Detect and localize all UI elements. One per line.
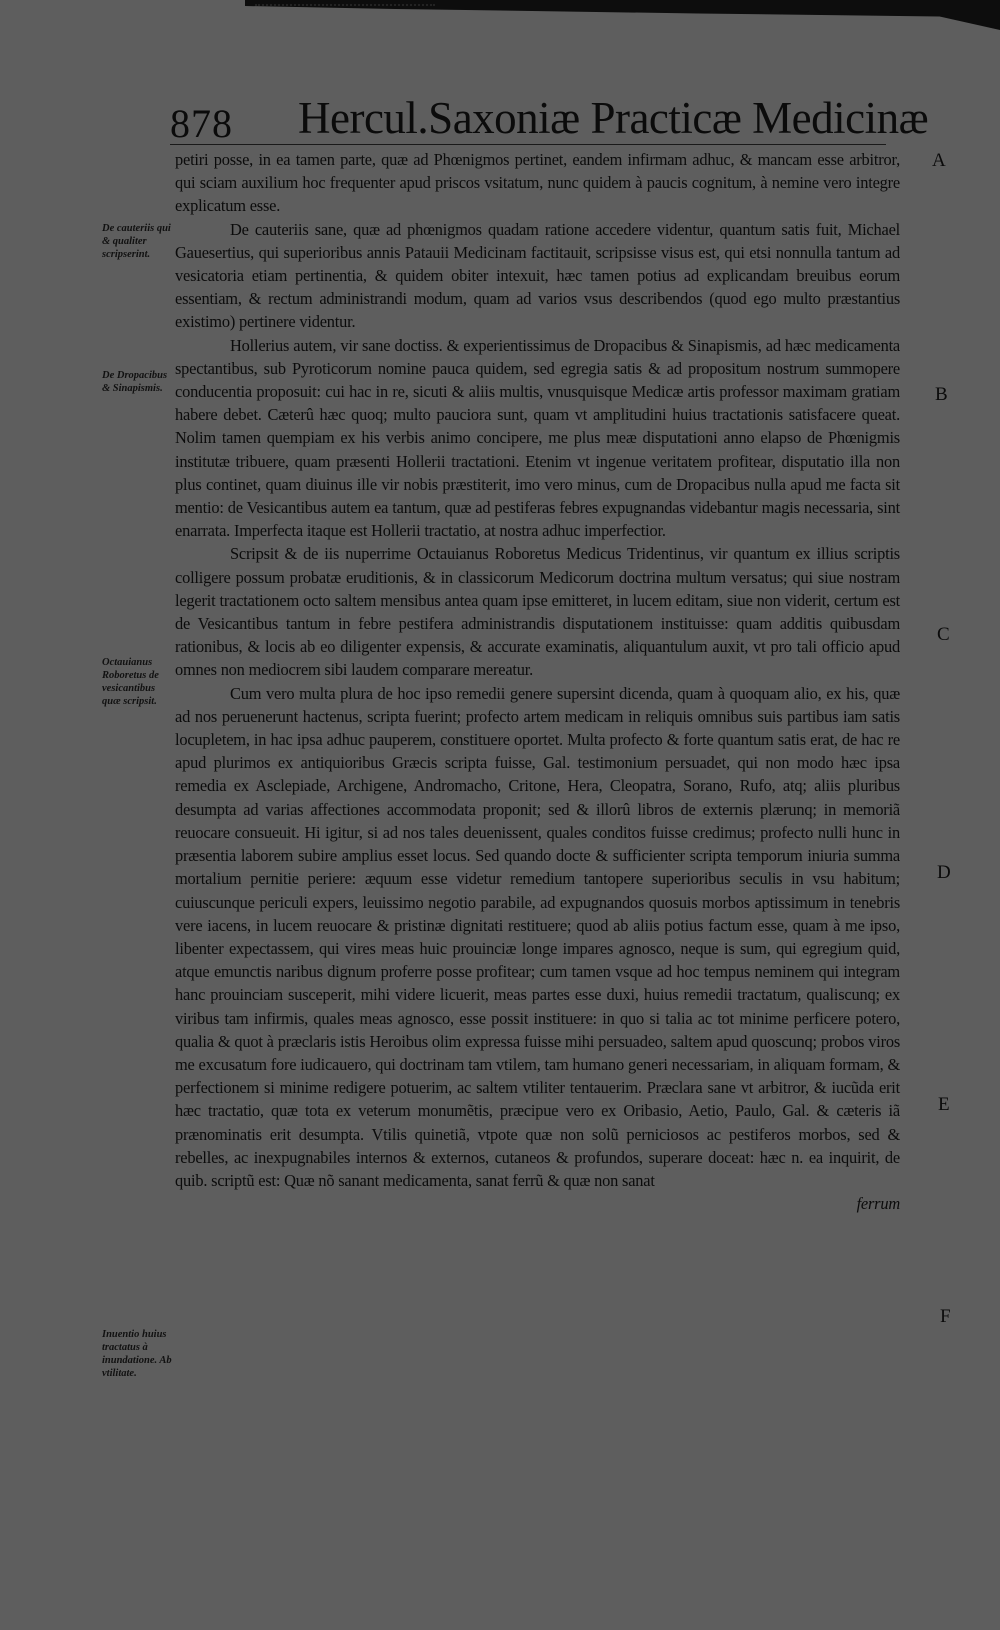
paragraph: Scripsit & de iis nuperrime Octauianus Roboretus Medicus Tridentinus, vir quantum ex illius scriptis colligere possum probatæ eruditionis, & in classicorum Medicorum doctrina multum versatus; qui siue nostram legerit tractationem octo saltem mensibus antea quam ipse emitteret, in lucem editam, siue non viderit, certum est de Vesicantibus tantum in febre pestifera administrandis disputationem instituisse: quam additis quibusdam rationibus, & locis ab eo diligenter expensis, & accurate examinatis, aliquantulum auxit, vt pro tali officio apud omnes non mediocrem sibi laudem comparare mereatur. xyxy=(175,544,900,680)
paragraph: Cum vero multa plura de hoc ipso remedii genere supersint dicenda, quam à quoquam alio, ex his, quæ ad nos peruenerunt hactenus, scripta fuerint; profecto artem medicam in reliquis omnibus suis partibus iam satis locupletem, in hac ipsa adhuc pauperem, constituere oportet. Multa profecto & forte quantum satis erat, de hac re apud plurimos ex antiquioribus Græcis scripta fuisse, Gal. testimonium persuadet, qui non modo hæc ipsa remedia ex Asclepiade, Archigene, Andromacho, Critone, Hera, Cleopatra, Sorano, Rufo, atq; aliis pluribus desumpta ad varias affectiones accommodata proponit; sed & illorû libros de externis plærunq; in memoriã reuocare consueuit. Hi igitur, si ad nos tales deuenissent, quales conditos fuisse credimus; profecto nulli hunc in præsentia laborem subire amplius esset locus. Sed quando docte & sufficienter scripta temporum iniuria summa mortalium pernitie periere: æquum esse videtur remedium tantopere superioribus seculis in vsu habitum; cuiuscunque periculi expers, leuissimo negotio parabile, ad expugnandos quosuis morbos aptissimum in tenebris vere iacens, in lucem reuocare & pristinæ dignitati restituere; quod ab aliis potius factum esse, quam à me ipso, libenter expectassem, qui vires meas huic prouinciæ longe impares agnosco, neque is sum, qui egregium quid, atque emunctis naribus dignum proferre posse profitear; cum tamen vsque ad hoc tempus neminem qui integram hanc prouinciam susceperit, mihi videre licuerit, meas partes esse duxi, huius remedii tractatum, qualiscunq; ex viribus tam infirmis, quales meas agnosco, esse possit instituere: in quo si talia ac tot minime perficere potero, qualia & quot à præclaris istis Heroibus olim expressa fuisse mihi persuadeo, saltem apud quoscunq; probos viros me excusatum fore iudicauero, qui doctrinam tam vtilem, tam humano generi necessariam, in aliquam formam, & perfectionem si minime redigere potuerim, ac saltem vtiliter tentauerim. Præclara sane vt arbitror, & iucũda erit hæc tractatio, quæ tota ex veterum monumẽtis, præcipue vero ex Oribasio, Aetio, Paulo, Gal. & cæteris iã prænominatis erit desumpta. Vtilis quinetiã, vtpote quæ non solũ perniciosos ac pestiferos morbos, sed & rebelles, ac inexpugnabiles internos & externos, cutaneos & profundos, superare doceat: hæc n. ea inquirit, de quib. scriptũ est: Quæ nõ sanant medicamenta, sanat ferrũ & quæ non sanat xyxy=(175,683,900,1190)
section-letter-c: C xyxy=(937,624,950,645)
running-title: Hercul.Saxoniæ Practicæ Medicinæ xyxy=(298,93,929,143)
section-letter-b: B xyxy=(935,384,948,405)
margin-note-roboretus: Octauianus Roboretus de vesicantibus quæ scripsit. xyxy=(102,657,159,707)
body-text xyxy=(175,148,900,1215)
section-letter-d: D xyxy=(937,862,951,883)
paragraph: petiri posse, in ea tamen parte, quæ ad Phœnigmos pertinet, eandem infirmam adhuc, & mancam esse arbitror, qui sciam auxilium hoc frequenter apud priscos vsitatum, nunc quidem à paucis cognitum, à nemine vero integre explicatum esse. xyxy=(175,150,900,216)
paragraph: Hollerius autem, vir sane doctiss. & experientissimus de Dropacibus & Sinapismis, ad hæc medicamenta spectantibus, sub Pyroticorum nomine pauca quidem, sed egregia satis & ad propositum nostrum summopere conducentia proposuit: cui hac in re, sicuti & aliis multis, vnusquisque Medicæ artis professor maximam gratiam habere debet. Cæterû hæc quoq; multo pauciora sunt, quam vt amplitudini huius tractationis satisfacere queat. Nolim tamen quempiam ex his verbis animo concipere, me plus meæ disputationi anno elapso de Phœnigmis institutæ tribuere, quam præsenti Hollerii tractationi. Etenim vt ingenue veritatem profitear, disputatio illa non plus continet, quam diuinus ille vir nobis præstiterit, imo vero minus, cum de Dropacibus nulla apud me facta sit mentio: de Vesicantibus autem ea tantum, quæ ad pestiferas febres expugnandas videbantur magis necessaria, sint enarrata. Imperfecta itaque est Hollerii tractatio, at nostra adhuc imperfectior. xyxy=(175,335,900,541)
section-letter-e: E xyxy=(938,1094,950,1115)
margin-note-inuentio: Inuentio huius tractatus à inundatione. Ab vtilitate. xyxy=(102,1329,172,1379)
page-top-edge xyxy=(245,0,1000,30)
section-letter-a: A xyxy=(932,150,946,171)
page-header xyxy=(170,92,929,152)
header-rule xyxy=(170,144,886,145)
margin-note-dropacibus: De Dropacibus & Sinapismis. xyxy=(102,370,168,394)
page-number: 878 xyxy=(170,101,233,146)
margin-note-cauteria: De cauteriis qui & qualiter scripserint. xyxy=(102,223,171,260)
catchword: ferrum xyxy=(856,1194,900,1214)
paragraph: De cauteriis sane, quæ ad phœnigmos quadam ratione accedere videntur, quantum satis fuit, Michael Gauesertius, qui superioribus annis Patauii Medicinam factitauit, scripsisse visus est, qui etsi nonnulla tantum ad vesicatoria etiam pertinentia, & quidem obiter intexuit, hæc tamen potius ad explicandam breuibus eorum essentiam, & rectum administrandi modum, quam ad varios vsus describendos (quod ego multo præstantius existimo) pertinere videntur. xyxy=(175,219,900,332)
section-letter-f: F xyxy=(940,1306,951,1327)
